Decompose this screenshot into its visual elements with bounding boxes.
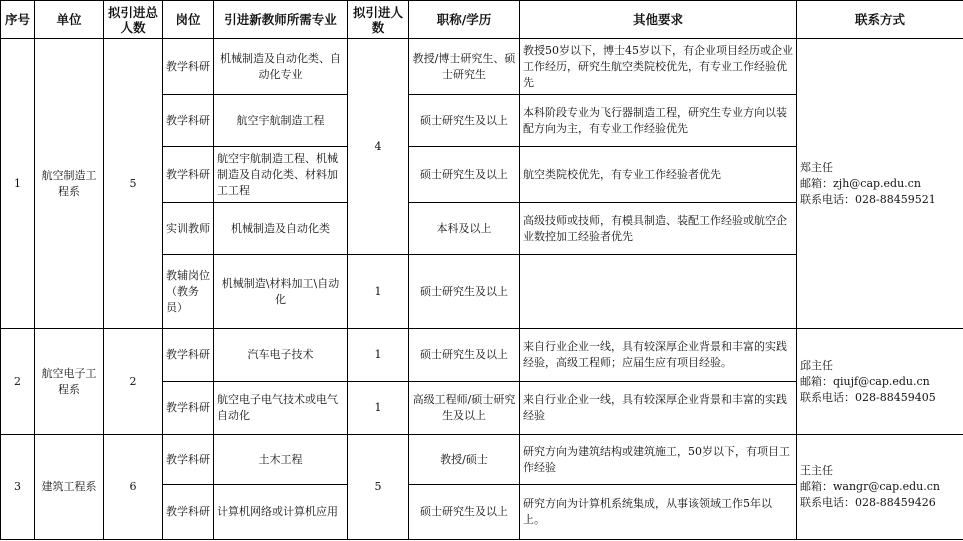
contact-phone: 联系电话：028-88459426 (800, 496, 936, 509)
requirement-cell: 研究方向为建筑结构或建筑施工，50岁以下，有项目工作经验 (520, 435, 797, 485)
requirement-cell: 高级技师或技师，有模具制造、装配工作经验或航空企业数控加工经验者优先 (520, 203, 797, 255)
contact-cell (797, 435, 963, 540)
contact-email: 邮箱：wangr@cap.edu.cn (800, 480, 940, 493)
requirement-cell: 航空类院校优先，有专业工作经验者优先 (520, 147, 797, 203)
dept-total: 5 (104, 39, 163, 329)
contact-name: 郑主任 (800, 160, 833, 174)
position-cell: 教学科研 (163, 435, 214, 485)
dept-total: 2 (104, 329, 163, 435)
dept-seq: 2 (1, 329, 35, 435)
header-title: 职称/学历 (409, 1, 520, 39)
header-other: 其他要求 (520, 1, 797, 39)
contact-phone: 联系电话：028-88459521 (800, 192, 936, 206)
requirement-cell: 本科阶段专业为飞行器制造工程，研究生专业方向以装配方向为主，有专业工作经验优先 (520, 95, 797, 147)
position-cell: 实训教师 (163, 203, 214, 255)
requirement-cell: 教授50岁以下，博士45岁以下，有企业项目经历或企业工作经历，研究生航空类院校优先，有专业工作经验优先 (520, 39, 797, 95)
requirement-cell: 来自行业企业一线，具有较深厚企业背景和丰富的实践经验 (520, 382, 797, 435)
position-cell: 教学科研 (163, 95, 214, 147)
header-contact: 联系方式 (797, 1, 963, 39)
count-cell: 1 (348, 329, 409, 382)
dept-seq: 1 (1, 39, 35, 329)
header-row (1, 1, 963, 39)
title-cell: 本科及以上 (409, 203, 520, 255)
title-cell: 教授/硕士 (409, 435, 520, 485)
count-cell: 1 (348, 255, 409, 329)
major-cell: 汽车电子技术 (214, 329, 348, 382)
major-cell: 机械制造\材料加工\自动化 (214, 255, 348, 329)
header-position: 岗位 (163, 1, 214, 39)
contact-name: 邱主任 (800, 358, 833, 372)
dept-unit: 建筑工程系 (35, 435, 104, 540)
major-cell: 土木工程 (214, 435, 348, 485)
major-cell: 航空宇航制造工程 (214, 95, 348, 147)
title-cell: 硕士研究生及以上 (409, 147, 520, 203)
major-cell: 航空宇航制造工程、机械制造及自动化类、材料加工工程 (214, 147, 348, 203)
dept-total: 6 (104, 435, 163, 540)
major-cell: 机械制造及自动化类 (214, 203, 348, 255)
dept-unit: 航空电子工程系 (35, 329, 104, 435)
title-cell: 硕士研究生及以上 (409, 255, 520, 329)
title-cell: 硕士研究生及以上 (409, 329, 520, 382)
major-cell: 机械制造及自动化类、自动化专业 (214, 39, 348, 95)
table-row (1, 39, 963, 95)
requirement-cell (520, 255, 797, 329)
count-cell: 4 (348, 39, 409, 255)
position-cell: 教学科研 (163, 147, 214, 203)
title-cell: 硕士研究生及以上 (409, 95, 520, 147)
title-cell: 教授/博士研究生、硕士研究生 (409, 39, 520, 95)
major-cell: 航空电子电气技术或电气自动化 (214, 382, 348, 435)
contact-cell (797, 39, 963, 329)
header-total: 拟引进总人数 (104, 1, 163, 39)
position-cell: 教学科研 (163, 329, 214, 382)
requirement-cell: 来自行业企业一线，具有较深厚企业背景和丰富的实践经验，高级工程师；应届生应有项目经验。 (520, 329, 797, 382)
contact-email: 邮箱：zjh@cap.edu.cn (800, 176, 921, 190)
position-cell: 教学科研 (163, 485, 214, 540)
title-cell: 硕士研究生及以上 (409, 485, 520, 540)
table-row (1, 435, 963, 485)
major-cell: 计算机网络或计算机应用 (214, 485, 348, 540)
position-cell: 教辅岗位（教务员） (163, 255, 214, 329)
dept-seq: 3 (1, 435, 35, 540)
contact-email: 邮箱：qiujf@cap.edu.cn (800, 374, 930, 388)
position-cell: 教学科研 (163, 39, 214, 95)
requirement-cell: 研究方向为计算机系统集成，从事该领域工作5年以上。 (520, 485, 797, 540)
position-cell: 教学科研 (163, 382, 214, 435)
header-major: 引进新教师所需专业 (214, 1, 348, 39)
contact-phone: 联系电话：028-88459405 (800, 390, 936, 404)
dept-unit: 航空制造工程系 (35, 39, 104, 329)
contact-name: 王主任 (800, 464, 833, 477)
count-cell: 5 (348, 435, 409, 540)
header-unit: 单位 (35, 1, 104, 39)
header-count: 拟引进人数 (348, 1, 409, 39)
contact-cell (797, 329, 963, 435)
table-row (1, 329, 963, 382)
header-seq: 序号 (1, 1, 35, 39)
count-cell: 1 (348, 382, 409, 435)
title-cell: 高级工程师/硕士研究生及以上 (409, 382, 520, 435)
